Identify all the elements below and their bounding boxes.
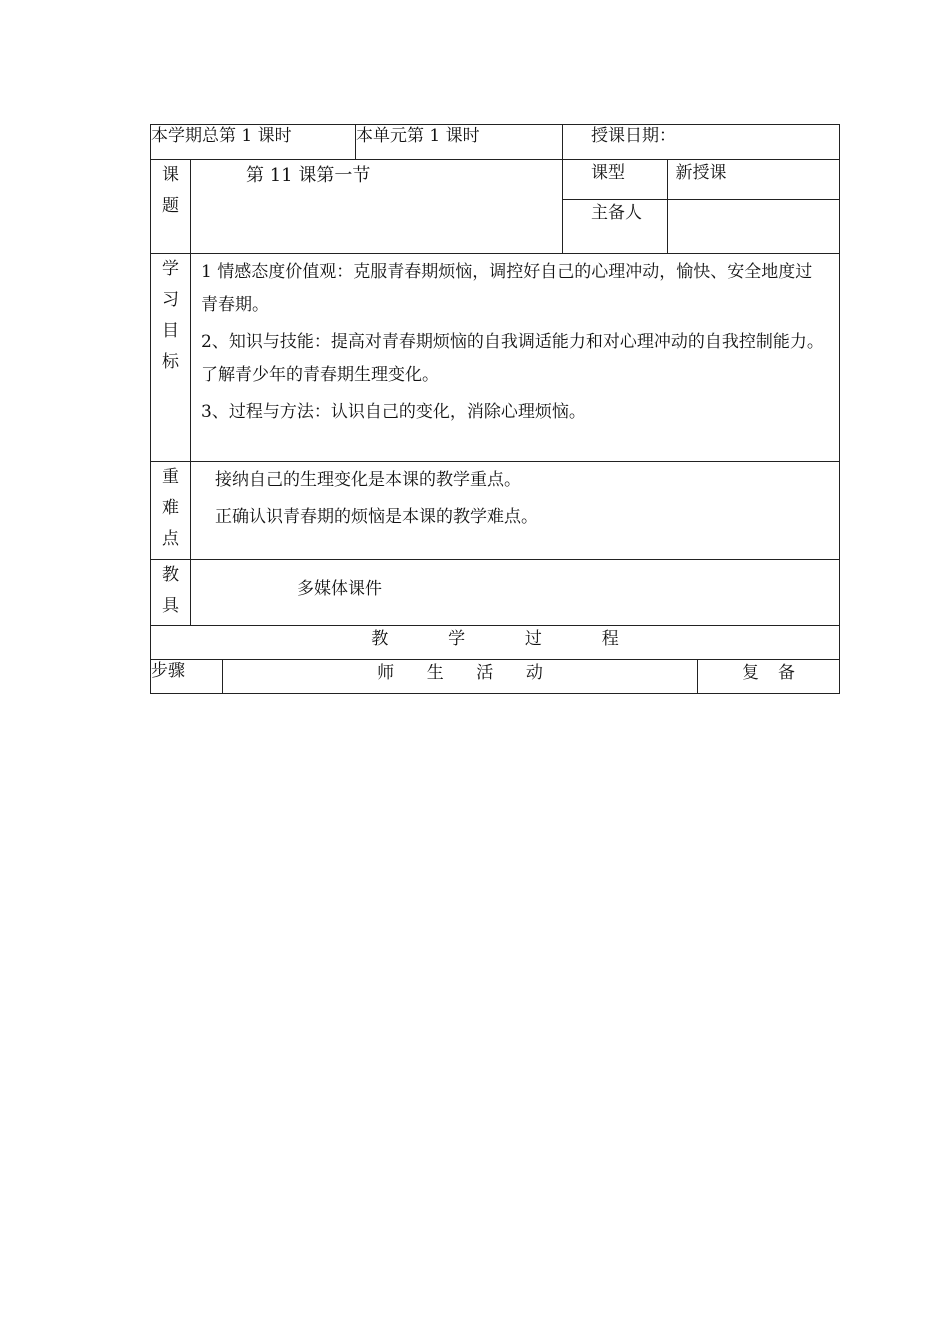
preparer-value bbox=[667, 199, 839, 253]
preparer-label: 主备人 bbox=[563, 199, 667, 253]
lesson-plan-table bbox=[150, 124, 840, 694]
unit-lesson-count: 本单元第 1 课时 bbox=[356, 125, 563, 160]
tools-label: 教 具 bbox=[151, 560, 191, 626]
activity-column-header: 师 生 活 动 bbox=[223, 660, 698, 694]
key-point-item: 接纳自己的生理变化是本课的教学重点。 bbox=[215, 470, 521, 490]
total-lesson-count: 本学期总第 1 课时 bbox=[151, 125, 356, 160]
topic-label: 课 题 bbox=[151, 160, 191, 254]
topic-meta bbox=[563, 160, 840, 254]
lesson-type-value: 新授课 bbox=[667, 160, 839, 199]
key-points-label: 重 难 点 bbox=[151, 462, 191, 560]
difficult-point-item: 正确认识青春期的烦恼是本课的教学难点。 bbox=[215, 507, 538, 527]
objectives-label: 学 习 目 标 bbox=[151, 254, 191, 462]
lesson-date-label: 授课日期： bbox=[563, 125, 840, 160]
key-points-content bbox=[191, 462, 840, 560]
review-column-header: 复 备 bbox=[698, 660, 840, 694]
objective-item-1: 1 情感态度价值观：克服青春期烦恼，调控好自己的心理冲动，愉快、安全地度过青春期。 bbox=[201, 262, 813, 315]
objective-item-2: 2、知识与技能：提高对青春期烦恼的自我调适能力和对心理冲动的自我控制能力。了解青少年的青春期生理变化。 bbox=[201, 332, 824, 385]
step-column-header: 步骤 bbox=[151, 660, 223, 694]
objectives-content bbox=[191, 254, 840, 462]
objective-item-3: 3、过程与方法：认识自己的变化，消除心理烦恼。 bbox=[201, 402, 586, 422]
topic-value: 第 11 课第一节 bbox=[191, 160, 563, 254]
tools-value: 多媒体课件 bbox=[191, 560, 840, 626]
lesson-type-label: 课型 bbox=[563, 160, 667, 199]
process-title: 教 学 过 程 bbox=[151, 626, 840, 660]
